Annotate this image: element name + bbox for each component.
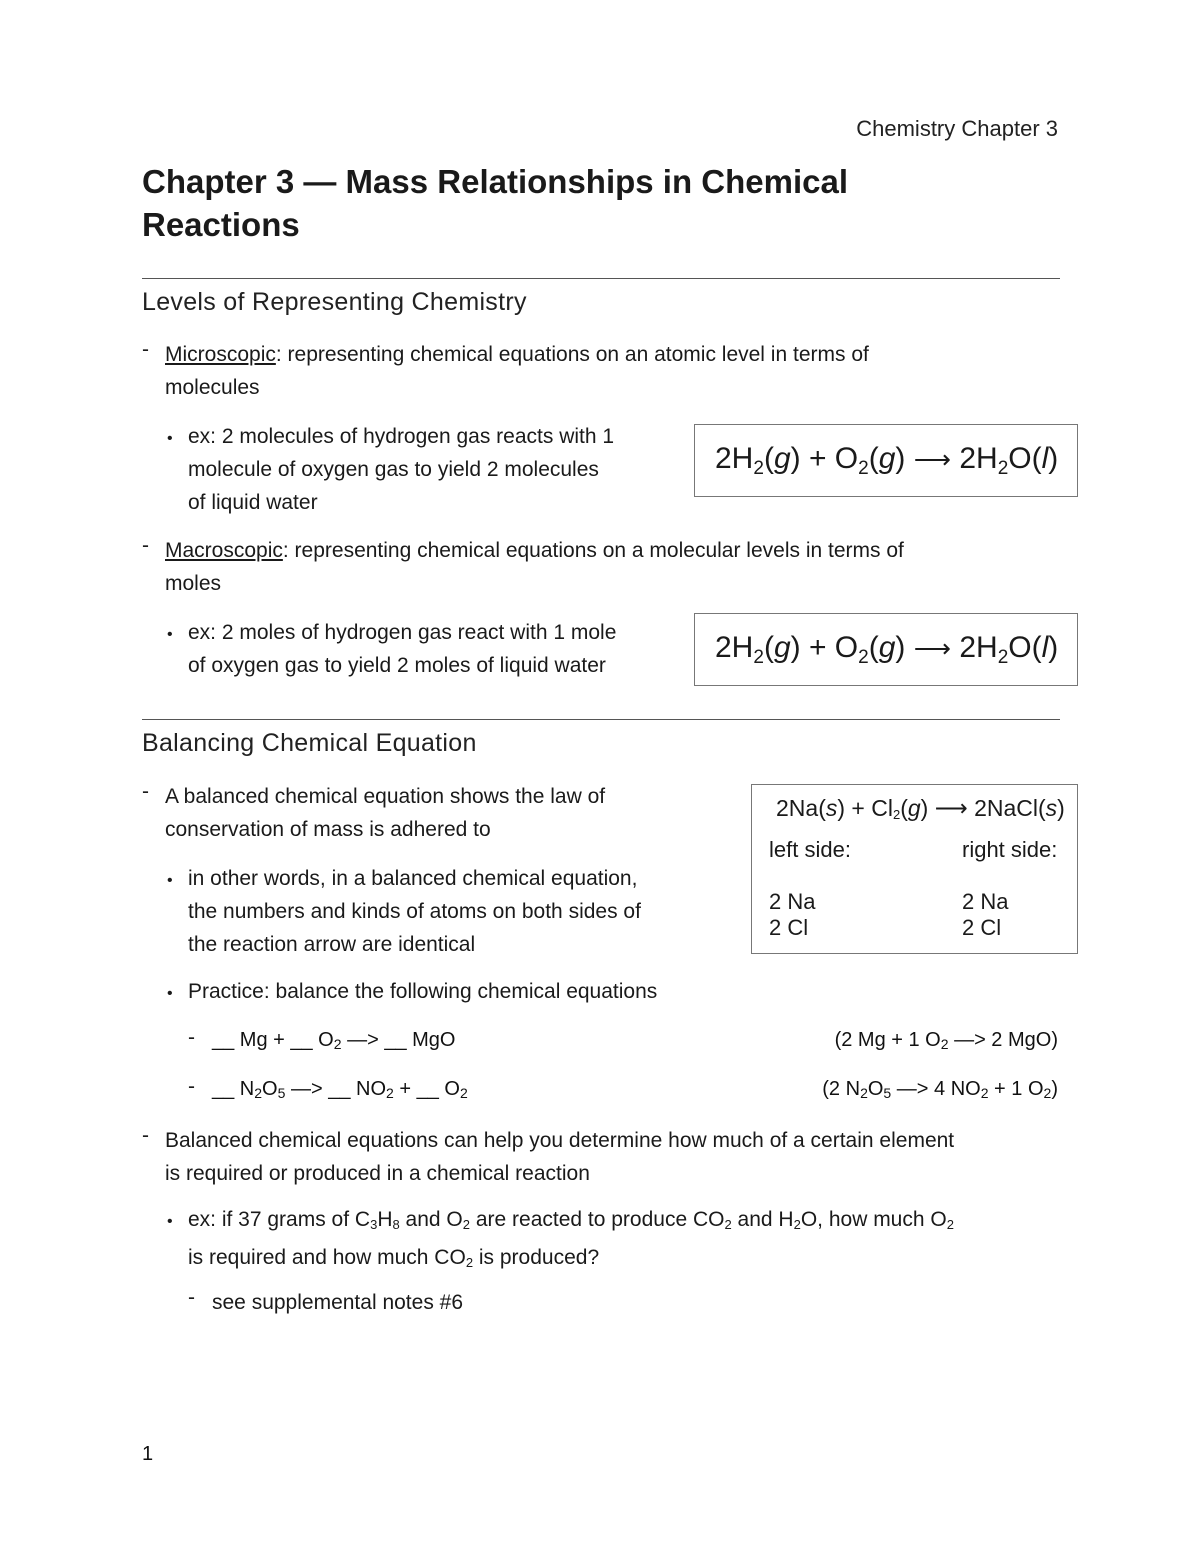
microscopic-def: : representing chemical equations on an atomic level in terms of	[275, 343, 869, 366]
divider	[142, 278, 1060, 279]
dash-marker: -	[188, 1286, 195, 1309]
balanced-usage-item: Balanced chemical equations can help you determine how much of a certain element is required or produced in a chemical reaction	[165, 1129, 955, 1185]
equation-box-sodium-chloride	[751, 784, 1078, 954]
equation-box-water-microscopic	[694, 424, 1078, 497]
macroscopic-def-cont: moles	[165, 572, 222, 595]
balanced-def-item: A balanced chemical equation shows the law of conservation of mass is adhered to	[165, 785, 606, 841]
dash-marker: -	[188, 1026, 195, 1049]
macroscopic-def: : representing chemical equations on a molecular levels in terms of	[282, 539, 904, 562]
practice-answer-2: (2 $N_2O_5$ —> 4 $NO_2 + 1$ $O_2$)	[822, 1078, 1058, 1101]
microscopic-term: Microscopic	[165, 343, 276, 366]
dash-marker: -	[142, 780, 149, 803]
title-line-1: Chapter 3 — Mass Relationships in Chemical	[142, 163, 849, 200]
bullet-marker: •	[167, 430, 173, 447]
dash-marker: -	[142, 534, 149, 557]
right-na: 2 Na	[962, 889, 1009, 914]
supplemental-note: see supplemental notes #6	[212, 1291, 464, 1314]
page-number: 1	[142, 1443, 154, 1465]
microscopic-item	[165, 338, 1025, 404]
section-heading-levels: Levels of Representing Chemistry	[142, 288, 527, 316]
divider	[142, 719, 1060, 720]
left-na: 2 Na	[769, 889, 816, 914]
bullet-marker: •	[167, 985, 173, 1002]
left-side-label: left side:	[769, 837, 851, 862]
microscopic-def-cont: molecules	[165, 376, 260, 399]
equation-water: $2H_2(g) + O_2(g)$ ⟶ $2H_2O(l)$	[715, 631, 1059, 668]
equation-water: $2H_2(g) + O_2(g)$ ⟶ $2H_2O(l)$	[715, 442, 1059, 479]
dash-marker: -	[142, 1124, 149, 1147]
microscopic-example: ex: 2 molecules of hydrogen gas reacts with 1 molecule of oxygen gas to yield 2 molecules of liquid water	[188, 425, 615, 514]
macroscopic-item	[165, 534, 1045, 600]
balanced-explanation: in other words, in a balanced chemical equation, the numbers and kinds of atoms on both sides of the reaction arrow are identical	[188, 867, 641, 956]
left-cl: 2 Cl	[769, 915, 809, 940]
right-cl: 2 Cl	[962, 915, 1002, 940]
bullet-marker: •	[167, 1213, 173, 1230]
page-title	[142, 160, 1062, 246]
dash-marker: -	[188, 1075, 195, 1098]
section-heading-balancing: Balancing Chemical Equation	[142, 729, 477, 757]
practice-equation-2: __ $N_2O_5$ —> __ $NO_2$ + __ $O_2$	[212, 1078, 468, 1101]
bullet-marker: •	[167, 626, 173, 643]
practice-label: Practice: balance the following chemical equations	[188, 980, 658, 1003]
equation-box-water-macroscopic	[694, 613, 1078, 686]
practice-answer-1: (2 Mg + 1 $O_2$ —> 2 MgO)	[834, 1029, 1058, 1052]
practice-equation-1: __ Mg + __ $O_2$ —> __ MgO	[212, 1029, 456, 1052]
example-question: ex: if 37 grams of $C_3H_8$ and $O_2$ are reacted to produce $CO_2$ and $H_2O$, how much $O_2$ is required and how much $CO_2$ is produced?	[188, 1208, 954, 1270]
dash-marker: -	[142, 338, 149, 361]
equation-nacl: $2Na(s) + Cl_2(g)$ ⟶ 2NaCl(s)	[776, 795, 1065, 822]
macroscopic-term: Macroscopic	[165, 539, 283, 562]
macroscopic-example: ex: 2 moles of hydrogen gas react with 1 mole of oxygen gas to yield 2 moles of liquid water	[188, 621, 617, 677]
title-line-2: Reactions	[142, 206, 300, 243]
right-side-label: right side:	[962, 837, 1058, 862]
bullet-marker: •	[167, 872, 173, 889]
running-header: Chemistry Chapter 3	[856, 116, 1058, 141]
